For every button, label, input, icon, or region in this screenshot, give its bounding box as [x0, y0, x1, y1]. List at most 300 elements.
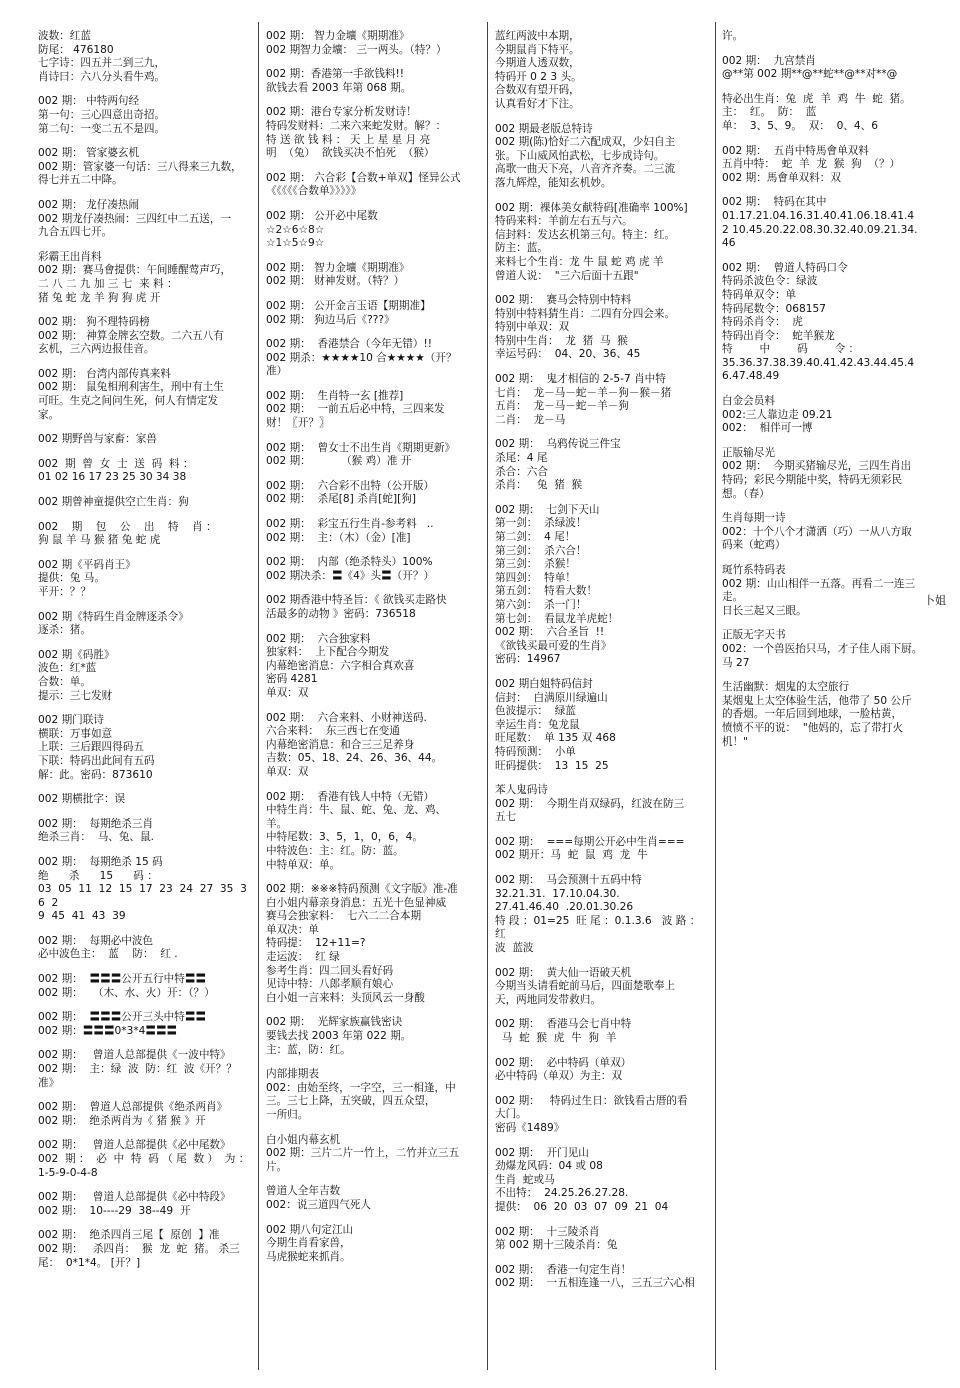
text-block	[495, 373, 709, 427]
text-line: 002：十个八个才潇洒（巧）一从八方取	[722, 525, 912, 538]
text-line: 单： 3、5、9。 双： 0、4、6	[722, 119, 878, 132]
text-line: 第七剑： 看鼠龙羊虎蛇！	[495, 612, 619, 625]
text-line: 002 期 包 公 出 特 肖 ：	[38, 520, 217, 533]
text-line: 002 期：馬會单双料：双	[722, 171, 841, 184]
text-line: 斑竹系特码表	[722, 564, 786, 576]
text-line: 002 期门联诗	[38, 714, 104, 727]
text-line: 002 期： 香港有钱人中特（无错）	[266, 790, 435, 803]
text-line: 明 （兔） 欲钱买决不怕死 （猴）	[266, 147, 435, 160]
text-line: 002 期： 〓〓〓公开三头中特〓〓	[38, 1011, 207, 1024]
text-line: 002 期龙仔凑热闹：三四红中二五送，一	[38, 212, 232, 225]
text-block	[266, 712, 479, 780]
text-line: 中特尾数：3、5，1，0，6，4。	[266, 831, 423, 844]
text-line: ☆1☆5☆9☆	[266, 237, 325, 250]
text-block	[38, 496, 252, 510]
text-line: 特 段 ：01=25 旺 尾 ：0.1.3.6 波 路 ： 红	[495, 914, 704, 941]
text-line: 002 期：裸体美女献特码[准确率 100%]	[495, 201, 688, 214]
text-line: 单双决：单	[266, 923, 319, 936]
text-line: 解：此。密码：873610	[38, 768, 153, 781]
text-block	[722, 564, 936, 618]
text-block	[38, 1049, 252, 1090]
text-block	[266, 442, 479, 469]
column-2	[266, 30, 479, 1275]
text-line: 第二剑： 4 尾！	[495, 531, 576, 543]
text-block	[38, 521, 252, 548]
text-block	[266, 480, 479, 507]
text-block	[266, 210, 479, 251]
text-line: 002 期： 六合圣旨 !!	[495, 626, 605, 639]
text-line: 002 期： 开门见山	[495, 1146, 589, 1159]
text-line: 002 期最老版总特诗	[495, 122, 593, 135]
text-block	[722, 681, 936, 749]
text-line: 002 期： 七剑下天山	[495, 503, 600, 516]
text-line: 002 期： 特码过生日：欲钱看古厝的看	[495, 1094, 688, 1107]
text-line: 002 期：山山相伴一五落。再看二一连三走。	[722, 577, 916, 604]
text-line: 二 八 二 九 加 三 七 来 料 ：	[38, 277, 178, 290]
text-block	[266, 633, 479, 701]
text-line: 提示：三七发财	[38, 689, 113, 702]
text-block	[722, 196, 936, 250]
text-line: 002 期： 公开必中尾数	[266, 209, 378, 222]
text-line: 002 期： 香港马会七肖中特	[495, 1018, 632, 1031]
text-line: 逐杀：猪。	[38, 624, 91, 637]
text-line: 旺码提供： 13 15 25	[495, 759, 609, 772]
text-line: 002 期： 台湾内部传真来料	[38, 367, 171, 380]
text-line: 正版无字天书	[722, 629, 786, 642]
text-line: 生活幽默：烟鬼的太空旅行	[722, 681, 850, 694]
text-line: 生肖 蛇或马	[495, 1173, 555, 1186]
text-line: 二肖： 龙－马	[495, 413, 566, 426]
text-block	[495, 504, 709, 667]
text-line: 32.21.31. 17.10.04.30.	[495, 887, 620, 900]
text-line: 猪 兔 蛇 龙 羊 狗 狗 虎 开	[38, 291, 161, 304]
text-block	[266, 262, 479, 289]
text-block	[38, 649, 252, 703]
text-line: 002 期白姐特码信封	[495, 677, 593, 690]
text-line: 002：一个兽医抬只马，才子佳人雨下厨。	[722, 642, 923, 655]
text-line: 密码 4281	[266, 673, 318, 686]
text-line: 002 期： 赛马会特别中特料	[495, 294, 632, 307]
text-line: ☆2☆6☆8☆	[266, 223, 325, 236]
text-block	[38, 973, 252, 1000]
text-line: @**第 002 期**@**蛇**@**对**@	[722, 68, 898, 81]
text-line: 马 27	[722, 656, 750, 669]
text-line: 来料七个生肖：龙 牛 鼠 蛇 鸡 虎 羊	[495, 255, 664, 268]
text-line: 002：由始至终，一字空，三一相逢，中	[266, 1081, 456, 1094]
text-line: 高歌一曲天下亮，八音齐齐奏。二三流	[495, 163, 676, 176]
text-line: 特码提： 12+11=?	[266, 937, 366, 950]
text-line: 信封： 白满原川绿遍山	[495, 691, 608, 704]
text-line: 特码发财料：二来六来蛇发财。解？：	[266, 119, 447, 132]
text-line: 《欲钱买最可爱的生肖》	[495, 639, 612, 652]
text-block	[266, 68, 479, 95]
text-line: 特别中特料猜生肖：二四有分四会来。	[495, 307, 676, 320]
text-line: 《《《《《合数单》》》》》	[266, 185, 362, 198]
text-line: 002 期 ： 必 中 特 码 （ 尾 数 ） 为 ：	[38, 1153, 250, 1165]
text-block	[722, 512, 936, 553]
text-line: 002 期： 10----29 38--49 开	[38, 1204, 191, 1217]
text-block	[266, 30, 479, 57]
text-block	[495, 30, 709, 112]
text-line: 002 期：香港第一手欲钱料!!	[266, 68, 405, 81]
text-line: 马虎猴蛇来抓肖。	[266, 1250, 351, 1263]
text-line: 002 期： 〓〓〓公开五行中特〓〓	[38, 973, 207, 986]
text-line: 密码《1489》	[495, 1121, 565, 1134]
text-line: 002:三人靠边走 09.21	[722, 408, 833, 421]
text-line: 提供：兔 马。	[38, 572, 105, 585]
text-line: 单双：双	[266, 686, 309, 699]
text-line: 002 期： 一五相连逢一八，三五三六心相	[495, 1277, 695, 1290]
text-block	[495, 836, 709, 863]
text-line: 走运波： 红 绿	[266, 951, 340, 964]
text-line: 002 期： 主：（木）（金）[准]	[266, 531, 411, 544]
text-line: 幸运生肖：兔龙鼠	[495, 718, 580, 731]
text-line: 002 期：赛马會提供：午间睡醒莺声巧，	[38, 264, 232, 277]
text-line: 正版输尽光	[722, 446, 775, 459]
text-line: 七肖： 龙－马－蛇－羊－狗－猴－猪	[495, 386, 672, 399]
text-line: 特码单双令：单	[722, 288, 797, 301]
text-line: 002 期： 五肖中特馬會单双料	[722, 144, 869, 157]
text-line: 特必出生肖：兔 虎 羊 鸡 牛 蛇 猪。	[722, 92, 911, 105]
text-line: 白小姐内幕亲身消息：五光十色显神威	[266, 896, 447, 909]
text-line: 特 中 码 令 ：	[722, 343, 860, 356]
text-line: 002 期野兽与家畜：家兽	[38, 433, 157, 446]
text-block	[495, 1147, 709, 1215]
text-line: 提供： 06 20 03 07 09 21 04	[495, 1200, 669, 1213]
text-line: 活最多的动物 》密码：736518	[266, 608, 416, 620]
text-line: 幸运号码： 04、20、36、45	[495, 348, 641, 361]
text-line: 002 期： 今期买猪输尽光，三四生肖出	[722, 460, 912, 473]
text-line: 要钱去找 2003 年第 022 期。	[266, 1030, 412, 1043]
text-line: 波 蓝波	[495, 942, 534, 955]
text-line: 27.41.46.40 .20.01.30.26	[495, 901, 634, 914]
text-line: 002 期： 黄大仙一语破天机	[495, 966, 632, 979]
text-line: 特码杀肖令： 虎	[722, 316, 803, 329]
text-line: 特码来料：羊前左右五与六。	[495, 215, 633, 228]
text-line: 002 期八句定江山	[266, 1223, 354, 1236]
text-block	[495, 1264, 709, 1291]
text-block	[38, 433, 252, 447]
text-line: 财！〖开？〗	[266, 417, 330, 430]
text-line: 002 期： 公开金言玉语【期期准】	[266, 299, 431, 312]
text-line: 35.36.37.38.39.40.41.42.43.44.45.4	[722, 356, 915, 369]
text-line: 张。下山威风怕武松，七步成诗句。	[495, 149, 665, 162]
text-line: 白金会员料	[722, 395, 775, 408]
text-line: 002 期： 曾道人总部提供《必中特段》	[38, 1191, 231, 1204]
text-line: 002 期： ===每期公开必中生肖===	[495, 835, 685, 848]
text-block	[722, 395, 936, 436]
text-line: 马 蛇 猴 虎 牛 狗 羊	[495, 1032, 617, 1044]
text-line: 曾道人说： "三六后面十五跟"	[495, 269, 639, 282]
text-line: 002 期： 绝杀两肖为《 猪 猴 》开	[38, 1114, 206, 1127]
text-block	[722, 629, 936, 670]
text-block	[495, 784, 709, 825]
text-line: 必中波色主： 蓝 防： 红 .	[38, 948, 178, 961]
text-line: 002 期： 曾道人特码口令	[722, 261, 848, 274]
text-block	[38, 818, 252, 845]
text-line: 002 期决杀：〓《4》头〓（开？）	[266, 569, 435, 582]
text-line: 特码；彩民今期能中奖，特码无须彩民	[722, 474, 903, 487]
text-block	[266, 518, 479, 545]
text-block	[266, 1224, 479, 1265]
text-line: 主：蓝，防：红。	[266, 1043, 351, 1056]
text-line: 得七并五二中降。	[38, 174, 123, 187]
text-line: 002 期： 今期生肖双绿码，红波在防三	[495, 797, 685, 810]
text-line: 002 期： 智力金壙《期期准》	[266, 30, 410, 42]
text-line: 七字诗：四五并二到三九，	[38, 57, 166, 70]
text-block	[266, 300, 479, 327]
text-line: 002 期： 乌鸦传说三件宝	[495, 438, 621, 451]
text-line: 准》	[38, 1076, 60, 1089]
text-line: 劲爆龙风码：04 或 08	[495, 1160, 603, 1173]
text-block	[495, 123, 709, 191]
text-line: 002 期： 智力金壙《期期准》	[266, 261, 410, 274]
text-line: 002 期： 生肖特一玄 [推荐]	[266, 389, 404, 402]
text-line: 内幕绝密消息：和合三三足养身	[266, 738, 415, 751]
text-line: 不出特： 24.25.26.27.28.	[495, 1187, 629, 1200]
text-line: 白小姐一言来料：头顶风云一身酸	[266, 991, 425, 1004]
text-line: 002 期《码胜》	[38, 648, 115, 661]
text-line: 特码尾数令：068157	[722, 302, 827, 315]
text-block	[38, 251, 252, 305]
text-block	[266, 1134, 479, 1175]
text-line: 特码出肖令： 蛇羊猴龙	[722, 329, 835, 342]
text-line: 002 期： 马会预测十五码中特	[495, 874, 642, 887]
text-line: 第五剑： 特看大数！	[495, 585, 598, 598]
text-block	[38, 1011, 252, 1038]
text-line: 内部排期表	[266, 1068, 319, 1081]
text-line: 大门。	[495, 1108, 527, 1121]
text-line: 波色：红*蓝	[38, 662, 97, 675]
text-line: 002 期： 神算金牌玄空数。二六五八有	[38, 329, 224, 342]
text-line: 九合五四七开。	[38, 226, 113, 239]
text-line: 五七	[495, 811, 517, 824]
text-line: 002 期：※※※特码预测《文字版》准-准	[266, 883, 458, 896]
text-line: 002 期： 六合彩不出特（公开版）	[266, 479, 435, 492]
text-line: 002 期： 必中特码（单双）	[495, 1056, 632, 1069]
text-line: 单双：双	[266, 765, 309, 778]
text-line: 今期道人透双数，	[495, 57, 580, 70]
text-block	[38, 1191, 252, 1218]
text-line: 第三剑： 杀猴！	[495, 558, 576, 571]
text-line: 002 期： 十三陵杀肖	[495, 1225, 600, 1238]
text-block	[722, 55, 936, 82]
text-line: 玄机，三六两边报佳音。	[38, 343, 155, 356]
text-line: 绝 杀 15 码 ：	[38, 869, 158, 882]
text-block	[722, 262, 936, 384]
text-line: 绝杀三肖： 马、兔、鼠.	[38, 831, 155, 844]
text-line: 第四剑： 特单！	[495, 571, 576, 584]
text-block	[38, 95, 252, 136]
edge-text-fragment: 卜姐	[924, 594, 946, 607]
text-line: 合数：单。	[38, 675, 91, 688]
text-line: 9 45 41 43 39	[38, 910, 126, 923]
text-line: 许。	[722, 30, 744, 42]
text-line: 002 期： 狗边马后《???》	[266, 313, 395, 326]
text-line: 002 期(陈)恰好二六配成双，少妇自主	[495, 136, 676, 149]
text-line: 002 期： 曾道人总部提供《必中尾数》	[38, 1139, 231, 1152]
text-line: 002 期：港台专家分析发财诗！	[266, 106, 417, 119]
text-block	[495, 678, 709, 773]
text-line: 中特单双：单。	[266, 858, 341, 871]
text-block	[495, 1057, 709, 1084]
text-block	[495, 1095, 709, 1136]
text-line: 横联：万事如意	[38, 727, 113, 740]
text-line: 002 期： 六合彩【合数+单双】怪异公式	[266, 171, 461, 184]
text-line: 参考生肖：四二回头看好码	[266, 964, 394, 977]
text-line: 002 期曾神童提供空亡生肖：狗	[38, 496, 189, 509]
text-line: 002 期： 六合来料、小财神送码.	[266, 711, 427, 724]
text-line: 家。	[38, 408, 60, 421]
text-line: 日长三起又三眼。	[722, 604, 807, 617]
text-line: 002 期香港中特圣旨：《 欲钱买走路快	[266, 594, 447, 607]
text-block	[266, 1068, 479, 1122]
text-line: 002 期： 杀四肖： 猴 龙 蛇 猪。 杀三	[38, 1242, 240, 1255]
text-line: 1-5-9-0-4-8	[38, 1166, 98, 1179]
text-line: 002 期： 鼠兔相刑利害生，刑中有土生	[38, 381, 224, 394]
text-line: 002 期： 曾女士不出生肖《期期更新》	[266, 441, 456, 454]
text-line: 可旺。生克之间问生死，何人有情定发	[38, 395, 219, 408]
text-block	[38, 199, 252, 240]
column-divider	[258, 22, 259, 1370]
text-block	[266, 594, 479, 621]
text-line: 赛马会独家料： 七六二二合本期	[266, 910, 422, 923]
text-line: 002 期： （木、水、火）开：（？）	[38, 986, 215, 999]
text-block	[266, 791, 479, 873]
text-line: 002 期： 鬼才相信的 2-5-7 肖中特	[495, 373, 666, 386]
text-line: 002 期： 绝杀四肖三尾【 原创 】准	[38, 1229, 220, 1242]
text-line: 防主：蓝。	[495, 242, 548, 255]
text-line: 特别中单双：双	[495, 321, 570, 334]
text-line: 白小姐内幕玄机	[266, 1133, 341, 1146]
text-block	[266, 390, 479, 431]
text-line: 第一剑： 杀绿波！	[495, 517, 587, 530]
text-line: 今期当头请看蛇前马后，四面楚歌奉上	[495, 980, 676, 993]
text-block	[722, 145, 936, 186]
text-line: 002 期： 龙仔凑热闹	[38, 198, 140, 211]
text-line: 特 送 欲 钱 料 ： 天 上 星 星 月 亮	[266, 133, 431, 146]
text-block	[722, 30, 936, 44]
text-line: 46	[722, 237, 736, 250]
text-line: 002 期： 杀尾[8] 杀肖[蛇][狗]	[266, 493, 416, 506]
text-line: 中特生肖：牛、鼠、蛇、兔、龙、鸡、	[266, 804, 447, 817]
column-divider	[715, 22, 716, 1370]
text-line: 码来（蛇鸡）	[722, 539, 786, 552]
text-line: 必中特码（单双）为主：双	[495, 1070, 623, 1083]
text-line: 002 期： 每期必中波色	[38, 934, 154, 947]
text-line: 下联：特码出此间有五码	[38, 754, 155, 767]
text-block	[38, 1139, 252, 1180]
text-line: 002 期： 九宫禁肖	[722, 54, 816, 67]
text-block	[495, 202, 709, 284]
text-line: 002 期： 彩宝五行生肖-参考料 ..	[266, 518, 434, 531]
text-line: 002： 相伴可一博	[722, 422, 813, 435]
text-line: 002 期： 香港禁合（今年无错）!!	[266, 338, 432, 351]
text-line: 杀合：六合	[495, 465, 548, 478]
text-line: 002：说三道四气死人	[266, 1198, 371, 1211]
text-line: 002 期 曾 女 士 送 码 料 ：	[38, 457, 194, 470]
text-line: 002 期开：马 蛇 鼠 鸡 龙 牛	[495, 849, 648, 862]
text-line: 002 期横批字：误	[38, 793, 126, 806]
text-line: 曾道人全年吉数	[266, 1185, 341, 1198]
text-line: 002 期： 曾道人总部提供《一波中特》	[38, 1049, 231, 1062]
text-block	[38, 1229, 252, 1270]
text-line: 苯人鬼码诗	[495, 784, 548, 797]
text-line: 002 期杀：★★★★10 合★★★★（开？	[266, 351, 457, 364]
text-line: 特码杀波色令：绿波	[722, 275, 818, 288]
text-block	[266, 1185, 479, 1212]
text-line: 机！"	[722, 735, 749, 748]
text-line: 色波提示： 绿蓝	[495, 705, 576, 718]
text-line: 狗 鼠 羊 马 猴 猪 兔 蛇 虎	[38, 534, 161, 547]
text-line: 密码：14967	[495, 653, 561, 666]
text-block	[38, 935, 252, 962]
text-block	[266, 172, 479, 199]
text-line: 01 02 16 17 23 25 30 34 38	[38, 471, 187, 484]
text-block	[38, 611, 252, 638]
text-line: 一所归。	[266, 1109, 309, 1121]
text-block	[495, 874, 709, 956]
text-line: 认真看好才下注。	[495, 97, 580, 110]
text-block	[266, 1016, 479, 1057]
text-line: 002 期《特码生肖金牌逐杀令》	[38, 610, 189, 623]
text-line: 杀尾：4 尾	[495, 452, 548, 465]
text-line: 平开：？？	[38, 586, 91, 598]
text-line: 002 期：管家婆一句话：三八得来三九数，	[38, 160, 242, 173]
column-divider	[487, 22, 488, 1370]
text-line: 想。（春）	[722, 487, 770, 500]
column-1	[38, 30, 252, 1281]
text-block	[266, 883, 479, 1005]
text-block	[722, 447, 936, 501]
text-block	[38, 316, 252, 357]
text-block	[38, 368, 252, 422]
text-line: 特码预测： 小单	[495, 745, 576, 758]
text-line: 002 期： 主：绿 波 防：红 波《开？？	[38, 1063, 237, 1076]
text-line: 002 期： 每期绝杀 15 码	[38, 855, 163, 868]
text-line: 002 期： 管家婆玄机	[38, 147, 140, 160]
text-line: 主： 红。 防： 蓝	[722, 106, 817, 119]
text-line: 杀肖： 兔 猪 猴	[495, 479, 583, 492]
column-3	[495, 30, 709, 1302]
text-line: 03 05 11 12 15 17 23 24 27 35 36 2	[38, 883, 247, 909]
text-block	[38, 147, 252, 188]
text-line: 002 期： 财神发财。（特？）	[266, 275, 405, 288]
text-block	[266, 106, 479, 160]
text-line: 002 期智力金壙： 三一两头。（特？）	[266, 43, 447, 56]
text-line: 002 期：三片二片一竹上，二竹并立三五片。	[266, 1147, 460, 1173]
text-line: 吉数：05、18、24、26、36、44。	[266, 752, 443, 765]
text-block	[495, 967, 709, 1008]
text-line: 002 期： 每期绝杀三肖	[38, 817, 154, 830]
text-line: 002 期： 狗不理特码榜	[38, 316, 150, 329]
text-line: 尾： 0*1*4。 [开？]	[38, 1256, 141, 1269]
text-line: 见诗中特：八郎孝顺有娘心	[266, 978, 394, 991]
text-line: 欲钱去看 2003 年第 068 期。	[266, 81, 412, 94]
text-line: 002 期： 一前五后必中特，三四来发	[266, 403, 445, 416]
text-line: 愤愤不平的说： "他妈的，忘了带打火	[722, 721, 904, 734]
text-line: 旺尾数： 单 135 双 468	[495, 732, 616, 745]
text-line: 彩霸王出肖料	[38, 250, 102, 263]
text-line: 天，两地同发带救归。	[495, 993, 601, 1006]
text-line: 的香烟。一年后回到地球，一脸枯黄，	[722, 708, 903, 721]
text-block	[495, 294, 709, 362]
text-line: 002 期： 内部（绝杀特头）100%	[266, 556, 433, 569]
text-block	[38, 714, 252, 782]
text-line: 002 期： 香港一句定生肖！	[495, 1263, 632, 1276]
text-block	[495, 1018, 709, 1045]
text-line: 独家料： 上下配合今期发	[266, 646, 390, 659]
